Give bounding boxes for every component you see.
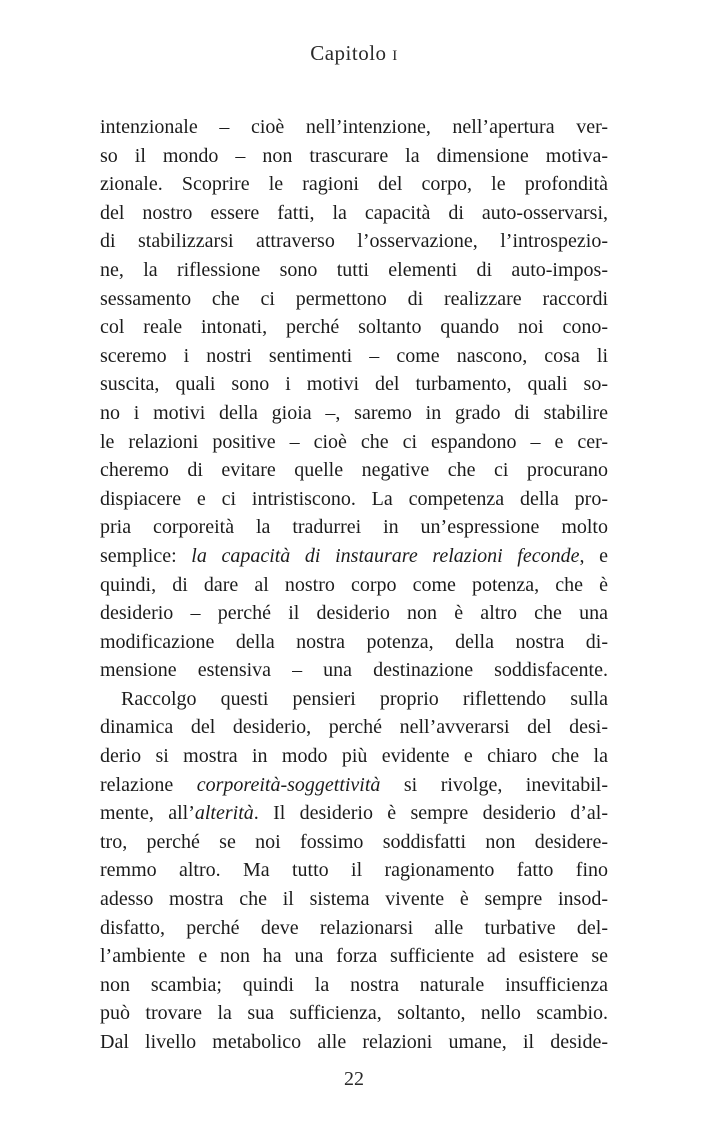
text-segment: sceremo i nostri sentimenti – come nascono, cosa li bbox=[100, 344, 608, 367]
text-segment: quindi, di dare al nostro corpo come potenza, che è bbox=[100, 573, 608, 596]
text-line bbox=[100, 227, 608, 256]
text-line bbox=[100, 199, 608, 228]
text-line bbox=[100, 856, 608, 885]
text-line bbox=[100, 942, 608, 971]
text-segment: si rivolge, inevitabil- bbox=[380, 773, 609, 796]
paragraph bbox=[100, 685, 608, 1057]
text-line bbox=[100, 170, 608, 199]
text-segment: cheremo di evitare quelle negative che ci procurano bbox=[100, 459, 608, 482]
page-number: 22 bbox=[344, 1068, 364, 1090]
text-segment: adesso mostra che il sistema vivente è sempre insod- bbox=[100, 888, 608, 911]
text-line bbox=[100, 142, 608, 171]
text-segment: del nostro essere fatti, la capacità di auto-osservarsi, bbox=[100, 201, 608, 224]
text-line bbox=[100, 256, 608, 285]
text-segment: modificazione della nostra potenza, della nostra di- bbox=[100, 630, 608, 653]
text-segment: disfatto, perché deve relazionarsi alle turbative del- bbox=[100, 916, 608, 939]
italic-text-segment: corporeità-soggettività bbox=[196, 773, 381, 796]
text-segment: pria corporeità la tradurrei in un’espressione molto bbox=[100, 516, 608, 539]
text-segment: no i motivi della gioia –, saremo in grado di stabilire bbox=[100, 401, 608, 424]
text-segment: zionale. Scoprire le ragioni del corpo, le profondità bbox=[100, 173, 608, 196]
text-line bbox=[100, 713, 608, 742]
text-block bbox=[100, 113, 608, 1057]
text-line bbox=[100, 971, 608, 1000]
italic-text-segment: la capacità di instaurare relazioni feconde bbox=[191, 544, 580, 567]
text-line bbox=[100, 999, 608, 1028]
text-segment: derio si mostra in modo più evidente e chiaro che la bbox=[100, 745, 608, 768]
text-segment: le relazioni positive – cioè che ci espandono – e cer- bbox=[100, 430, 608, 453]
italic-text-segment: alterità bbox=[194, 802, 254, 825]
chapter-label: Capitolo bbox=[310, 41, 387, 65]
text-line bbox=[100, 685, 608, 714]
text-segment: Raccolgo questi pensieri proprio riflettendo sulla bbox=[121, 687, 608, 710]
text-segment: sessamento che ci permettono di realizzare raccordi bbox=[100, 287, 608, 310]
text-segment: di stabilizzarsi attraverso l’osservazione, l’introspezio- bbox=[100, 230, 608, 253]
text-segment: relazione bbox=[100, 773, 197, 796]
text-segment: remmo altro. Ma tutto il ragionamento fatto fino bbox=[100, 859, 608, 882]
text-segment: Dal livello metabolico alle relazioni umane, il deside- bbox=[100, 1031, 608, 1053]
text-segment: ne, la riflessione sono tutti elementi di auto-impos- bbox=[100, 258, 608, 281]
text-segment: non scambia; quindi la nostra naturale insufficienza bbox=[100, 973, 608, 996]
text-segment: mente, all’ bbox=[100, 802, 195, 825]
text-line bbox=[100, 771, 608, 800]
text-line bbox=[100, 313, 608, 342]
text-line bbox=[100, 828, 608, 857]
text-line bbox=[100, 571, 608, 600]
text-line bbox=[100, 1028, 608, 1057]
text-line bbox=[100, 399, 608, 428]
text-segment: dispiacere e ci intristiscono. La competenza della pro- bbox=[100, 487, 608, 510]
text-line bbox=[100, 456, 608, 485]
text-line bbox=[100, 542, 608, 571]
text-segment: suscita, quali sono i motivi del turbamento, quali so- bbox=[100, 373, 608, 396]
text-line bbox=[100, 599, 608, 628]
chapter-numeral: i bbox=[392, 41, 398, 65]
text-line bbox=[100, 113, 608, 142]
text-segment: col reale intonati, perché soltanto quando noi cono- bbox=[100, 316, 608, 339]
text-line bbox=[100, 656, 608, 685]
text-line bbox=[100, 914, 608, 943]
text-segment: . Il desiderio è sempre desiderio d’al- bbox=[253, 802, 608, 825]
text-line bbox=[100, 799, 608, 828]
text-line bbox=[100, 428, 608, 457]
text-segment: intenzionale – cioè nell’intenzione, nell’apertura ver- bbox=[100, 116, 608, 138]
text-segment: semplice: bbox=[100, 544, 192, 567]
text-line bbox=[100, 370, 608, 399]
text-line bbox=[100, 885, 608, 914]
text-segment: l’ambiente e non ha una forza sufficiente ad esistere se bbox=[100, 945, 608, 968]
text-line bbox=[100, 285, 608, 314]
text-segment: , e bbox=[579, 544, 608, 567]
paragraph bbox=[100, 113, 608, 685]
text-line bbox=[100, 485, 608, 514]
text-segment: dinamica del desiderio, perché nell’avverarsi del desi- bbox=[100, 716, 608, 739]
text-line bbox=[100, 342, 608, 371]
text-line bbox=[100, 628, 608, 657]
chapter-header bbox=[0, 41, 708, 66]
text-segment: mensione estensiva – una destinazione soddisfacente. bbox=[100, 659, 608, 682]
text-segment: desiderio – perché il desiderio non è altro che una bbox=[100, 602, 608, 625]
text-segment: tro, perché se noi fossimo soddisfatti non desidere- bbox=[100, 830, 608, 853]
text-line bbox=[100, 742, 608, 771]
text-line bbox=[100, 513, 608, 542]
text-segment: so il mondo – non trascurare la dimensione motiva- bbox=[100, 144, 608, 167]
text-segment: può trovare la sua sufficienza, soltanto, nello scambio. bbox=[100, 1002, 608, 1025]
